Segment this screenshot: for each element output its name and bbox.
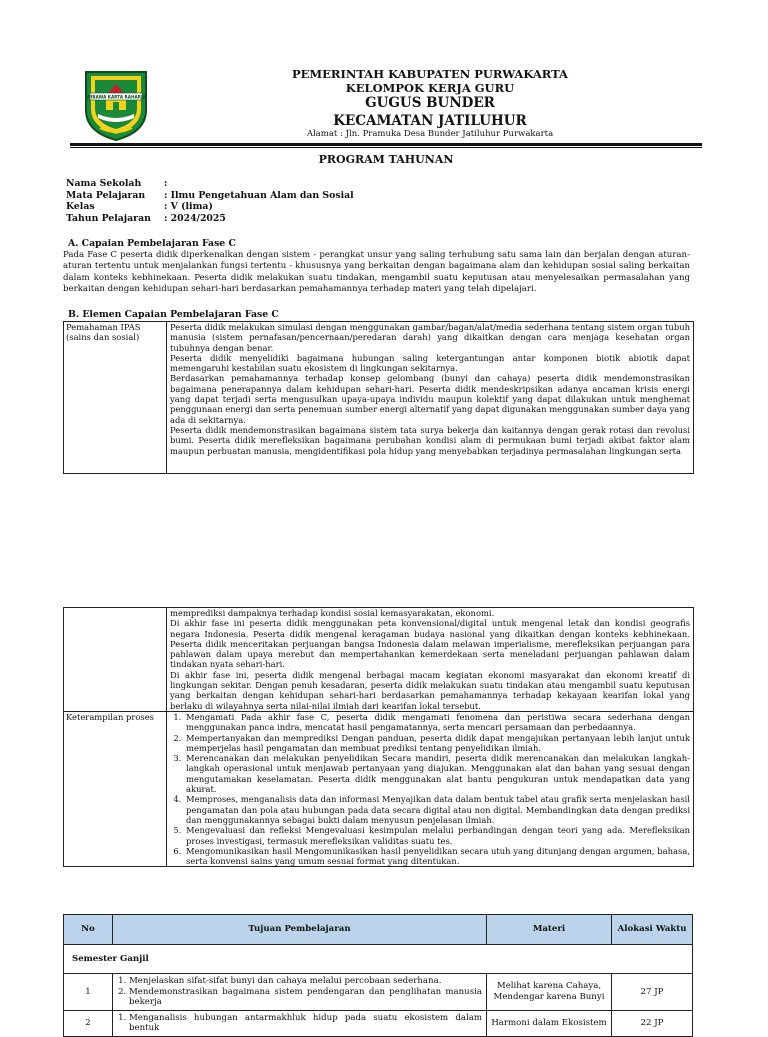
page-gap [0, 480, 768, 606]
paragraph: Berdasarkan pemahamannya terhadap konsep gelombang (bunyi dan cahaya) peserta didik mendemonstrasikan bagaimana penerapannya dalam kehidupan sehari-hari. Peserta didik mendeskripsikan adanya ancaman krisis energi yang dapat terjadi serta mengusulkan upaya-upaya individu maupun kolektif yang dapat dilakukan untuk menghemat penggunaan energi dan serta penemuan sumber energi alternatif yang dapat digunakan menggunakan sumber daya yang ada di sekitarnya. [170, 373, 690, 425]
info-value: : [164, 178, 168, 189]
tujuan-pembelajaran-table [63, 914, 693, 1037]
paragraph: memprediksi dampaknya terhadap kondisi sosial kemasyarakatan, ekonomi. [170, 608, 495, 618]
letterhead-kecamatan: KECAMATAN JATILUHUR [333, 113, 527, 129]
info-label: Nama Sekolah [66, 178, 142, 189]
section-a-heading: A. Capaian Pembelajaran Fase C [68, 238, 236, 249]
row-no: 1 [64, 974, 113, 1011]
elemen-label-keterampilan: Keterampilan proses [64, 711, 167, 866]
paragraph: Peserta didik mendemonstrasikan bagaimana sistem tata surya bekerja dan kaitannya dengan gerak rotasi dan revolusi bumi. Peserta didik merefleksikan bagaimana perubahan kondisi alam di permukaan bumi terjadi akibat faktor alam maupun perbuatan manusia, mengidentifikasi pola hidup yang menyebabkan terjadinya permasalahan lingkungan serta [170, 424, 690, 456]
row-materi: Harmoni dalam Ekosistem [487, 1010, 612, 1036]
row-alokasi-waktu: 22 JP [612, 1010, 693, 1036]
table-header-row [64, 915, 693, 945]
header-tujuan: Tujuan Pembelajaran [113, 915, 487, 945]
crest-banner-text: WIBAWA KARTA RAHARJA [86, 94, 146, 100]
list-item: 1. Menganalisis hubungan antarmakhluk hidup pada suatu ekosistem dalam bentuk [129, 1013, 482, 1034]
elemen-desc-keterampilan [167, 711, 694, 866]
list-item: 1. Menjelaskan sifat-sifat bunyi dan cahaya melalui percobaan sederhana. [129, 976, 482, 987]
paragraph: Peserta didik melakukan simulasi dengan menggunakan gambar/bagan/alat/media sederhana tentang sistem organ tubuh manusia (sistem pernafasan/pencernaan/peredaran darah) yang dikaitkan dengan cara menjaga kesehatan organ tubuhnya dengan benar. [170, 322, 690, 353]
document-page-1 [0, 0, 768, 480]
list-item: 1. Mengamati Pada akhir fase C, peserta didik mengamati fenomena dan peristiwa secara sederhana dengan menggunakan panca indra, mencatat hasil pengamatannya, serta mencari persamaan dan perbedaannya. [184, 712, 690, 733]
document-title: PROGRAM TAHUNAN [318, 153, 454, 166]
info-row-nama-sekolah [66, 178, 354, 190]
elemen-desc-pemahaman [167, 322, 694, 474]
elemen-label-empty [64, 608, 167, 712]
elemen-table-page-2 [63, 607, 694, 867]
letterhead-gugus: GUGUS BUNDER [365, 95, 495, 111]
header-no: No [64, 915, 113, 945]
info-value: : Ilmu Pengetahuan Alam dan Sosial [164, 189, 354, 201]
elemen-desc-pemahaman-cont [167, 608, 694, 712]
section-b-heading: B. Elemen Capaian Pembelajaran Fase C [68, 309, 279, 320]
paragraph: Peserta didik menyelidiki bagaimana hubungan saling ketergantungan antar komponen biotik abiotik dapat memengaruhi kestabilan suatu ekosistem di lingkungan sekitarnya. [170, 352, 690, 374]
info-label: Tahun Pelajaran [66, 212, 151, 224]
list-item: 3. Merencanakan dan melakukan penyelidikan Secara mandiri, peserta didik merencanakan dan melakukan langkah-langkah operasional untuk menjawab pertanyaan yang diajukan. Menggunakan alat dan bahan yang sesuai dengan mengutamakan keselamatan. Peserta didik menggunakan alat bantu pengukuran untuk mendapatkan data yang akurat. [184, 753, 690, 794]
info-row-mata-pelajaran [66, 190, 354, 202]
info-value: : 2024/2025 [164, 212, 226, 224]
info-label: Kelas [66, 201, 95, 212]
table-row [64, 608, 694, 712]
info-row-kelas [66, 201, 354, 213]
info-label: Mata Pelajaran [66, 189, 146, 201]
header-materi: Materi [487, 915, 612, 945]
header-alokasi-waktu: Alokasi Waktu [612, 915, 693, 945]
elemen-table-page-1 [63, 321, 694, 474]
elemen-label-pemahaman: Pemahaman IPAS (sains dan sosial) [64, 322, 167, 474]
list-item: 6. Mengomunikasikan hasil Mengomunikasikan hasil penyelidikan secara utuh yang ditunjang dengan argumen, bahasa, serta konvensi sains yang umum sesuai format yang ditentukan. [184, 846, 690, 867]
list-item: 5. Mengevaluasi dan refleksi Mengevaluasi kesimpulan melalui perbandingan dengan teori yang ada. Merefleksikan proses investigasi, termasuk merefleksikan validitas suatu tes. [184, 825, 690, 846]
table-row [64, 1010, 693, 1036]
row-tujuan [113, 974, 487, 1011]
semester-label: Semester Ganjil [64, 945, 693, 974]
document-info-block [66, 178, 354, 224]
info-value: : V (lima) [164, 201, 213, 212]
tujuan-list [117, 976, 482, 1008]
list-item: 2. Mendemonstrasikan bagaimana sistem pendengaran dan penglihatan manusia bekerja [129, 987, 482, 1008]
letterhead-rule-thin [70, 147, 702, 148]
list-item: 4. Memproses, menganalisis data dan informasi Menyajikan data dalam bentuk tabel atau grafik serta menjelaskan hasil pengamatan dan pola atau hubungan pada data secara digital atau non digital. Membandingkan data dengan prediksi dan menggunakannya sebagai bukti dalam menyusun penjelasan ilmiah. [184, 794, 690, 825]
table-row [64, 711, 694, 866]
paragraph: Di akhir fase ini, peserta didik mengenal berbagai macam kegiatan ekonomi masyarakat dan ekonomi kreatif di lingkungan sekitar. Dengan penuh kesadaran, peserta didik melakukan suatu tindakan atau mengambil suatu keputusan yang berkaitan dengan kehidupan sehari-hari berdasarkan pemahamannya terhadap kekayaan kearifan lokal yang berlaku di wilayahnya serta nilai-nilai ilmiah dari kearifan lokal tersebut. [170, 669, 690, 711]
row-no: 2 [64, 1010, 113, 1036]
keterampilan-list [170, 712, 690, 866]
letterhead-kkg: KELOMPOK KERJA GURU [345, 81, 515, 95]
row-tujuan [113, 1010, 487, 1036]
row-materi: Melihat karena Cahaya, Mendengar karena Bunyi [487, 974, 612, 1011]
letterhead-government: PEMERINTAH KABUPATEN PURWAKARTA [292, 67, 568, 81]
purwakarta-crest-logo [80, 66, 152, 142]
letterhead-address: Alamat : Jln. Pramuka Desa Bunder Jatiluhur Purwakarta [306, 129, 554, 139]
list-item: 2. Mempertanyakan dan memprediksi Dengan panduan, peserta didik dapat mengajukan pertanyaan lebih lanjut untuk memperjelas hasil pengamatan dan membuat prediksi tentang penyelidikan ilmiah. [184, 733, 690, 754]
row-alokasi-waktu: 27 JP [612, 974, 693, 1011]
document-page-2 [0, 606, 768, 1033]
table-row [64, 322, 694, 474]
tujuan-list [117, 1013, 482, 1034]
info-row-tahun-pelajaran [66, 213, 354, 225]
table-row [64, 974, 693, 1011]
semester-row [64, 945, 693, 974]
paragraph: Di akhir fase ini peserta didik menggunakan peta konvensional/digital untuk mengenal letak dan kondisi geografis negara Indonesia. Peserta didik mengenal keragaman budaya nasional yang dikaitkan dengan konteks kebhinekaan. Peserta didik menceritakan perjuangan bangsa Indonesia dalam melawan imperialisme, merefleksikan perjuangan para pahlawan dalam upaya merebut dan mempertahankan kemerdekaan serta meneladani perjuangan pahlawan dalam tindakan nyata sehari-hari. [170, 618, 690, 670]
letterhead-rule-thick [70, 143, 702, 146]
section-a-paragraph: Pada Fase C peserta didik diperkenalkan dengan sistem - perangkat unsur yang saling terhubung satu sama lain dan berjalan dengan aturan-aturan tertentu untuk menjalankan fungsi tertentu - khususnya yang berkaitan dengan bagaimana alam dan kehidupan sosial saling berkaitan dalam konteks kebhinekaan. Peserta didik melakukan suatu tindakan, mengambil suatu keputusan atau menyelesaikan permasalahan yang berkaitan dengan kehidupan sehari-hari berdasarkan pemahamannya terhadap materi yang telah dipelajari. [63, 250, 690, 294]
